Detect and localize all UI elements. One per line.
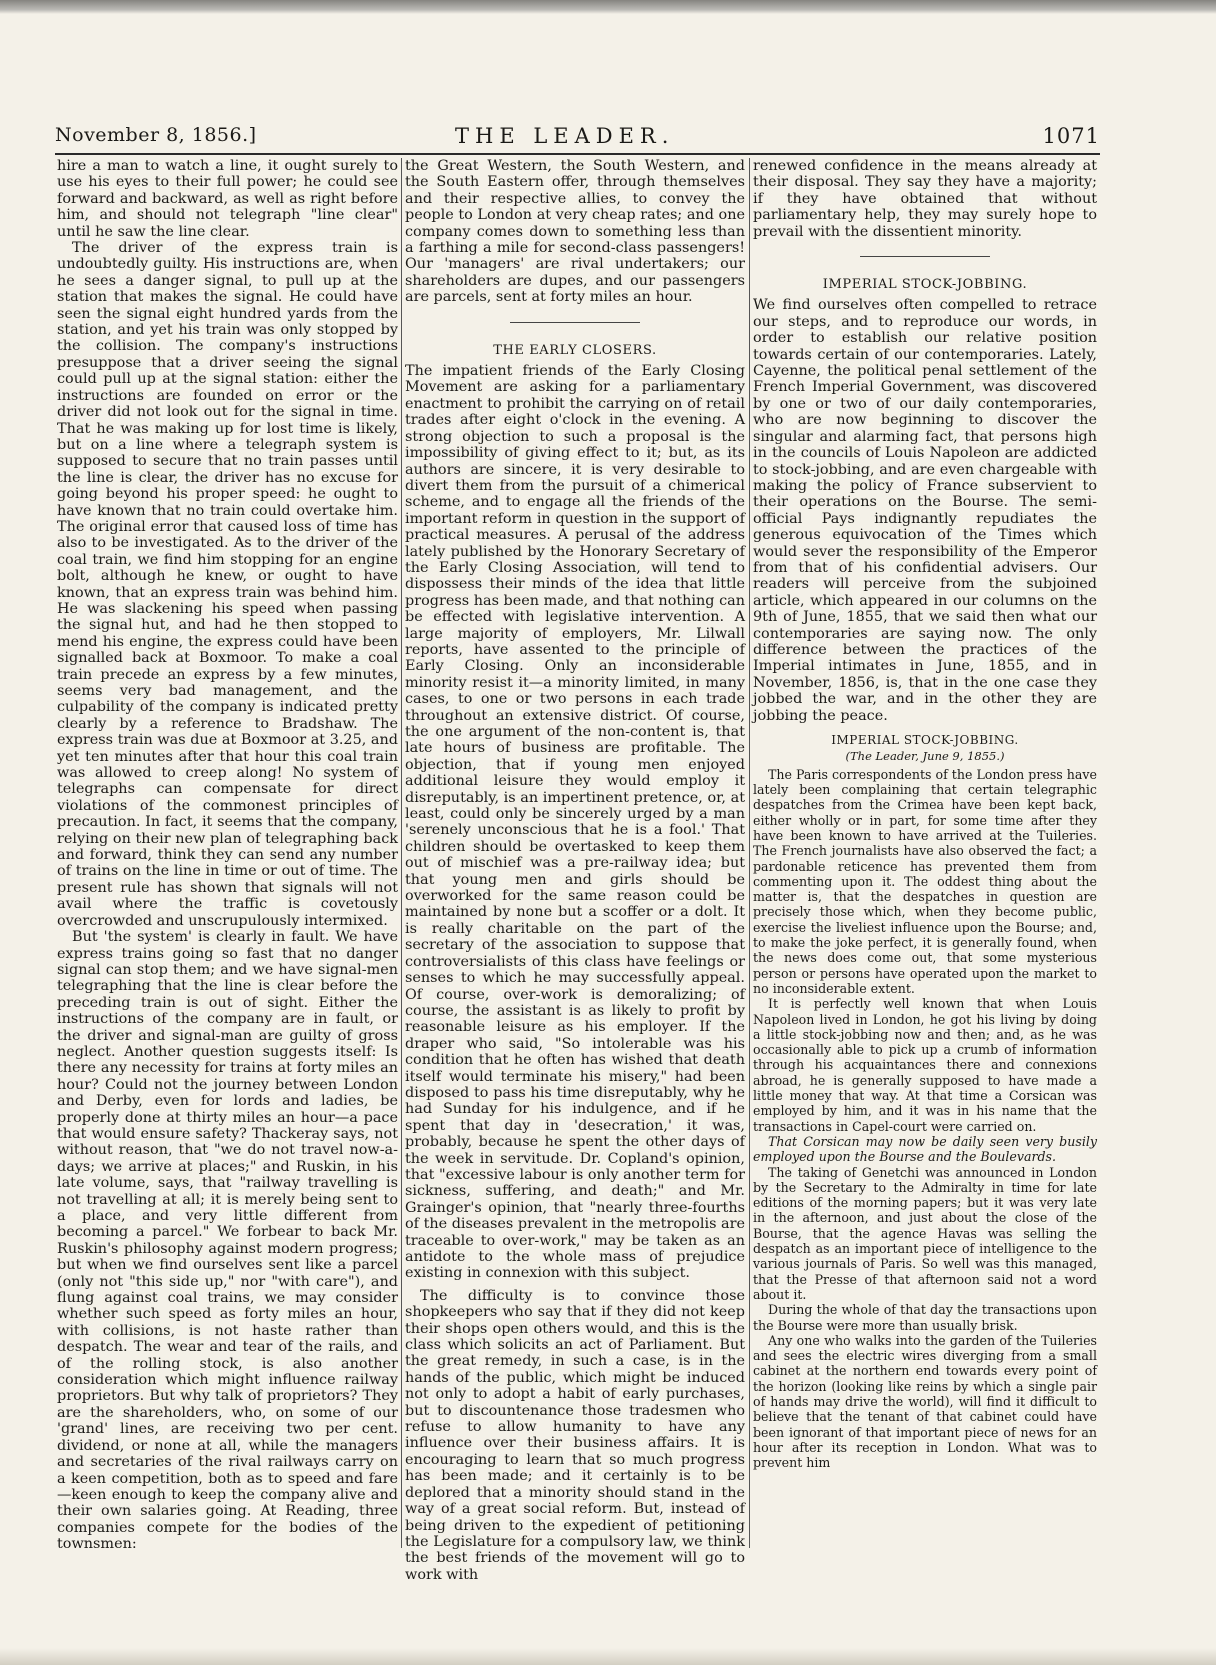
col3-paragraph-7: During the whole of that day the transactions upon the Bourse were more than usually brisk. — [753, 1302, 1097, 1333]
column-divider-1 — [401, 158, 402, 1548]
col3-paragraph-8: Any one who walks into the garden of the Tuileries and sees the electric wires diverging from a small cabinet at the northern end towards every point of the horizon (looking like reins by which a single pair of hands may drive the world), will find it difficult to believe that the tenant of that cabinet could have been ignorant of that important piece of news for an hour after its reception in London. What was to prevent him — [753, 1332, 1097, 1471]
col3-paragraph-6: The taking of Genetchi was announced in London by the Secretary to the Admiralty in time for late editions of the morning papers; but it was very late in the afternoon, and just about the close of the Bourse, that the agence Havas was selling the despatch as an important piece of intelligence to the various journals of Paris. So well was this managed, that the Presse of that afternoon said not a word about it. — [753, 1164, 1097, 1302]
early-closers-heading: THE EARLY CLOSERS. — [493, 342, 657, 358]
col3-paragraph-1: renewed confidence in the means already at their disposal. They say they have a majority; if they have obtained that without parliamentary help, they may surely hope to prevail with the dissentient minority. — [753, 158, 1097, 240]
column-1 — [57, 158, 398, 1553]
col3-paragraph-3: The Paris correspondents of the London press have lately been complaining that certain telegraphic despatches from the Crimea have been kept back, either wholly or in part, for some time after they have been known to have arrived at the Tuileries. The French journalists have also observed the fact; a pardonable reticence has prevented them from commenting upon it. The oddest thing about the matter is, that the despatches in question are precisely those which, when they become public, exercise the liveliest influence upon the Bourse; and, to make the joke perfect, it is generally found, when the news does come out, that some mysterious person or persons have operated upon the market to no inconsiderable extent. — [753, 766, 1097, 996]
col1-paragraph-2: The driver of the express train is undoubtedly guilty. His instructions are, when he sees a danger signal, to pull up at the station that makes the signal. He could have seen the signal eight hundred yards from the station, and yet his train was only stopped by the collision. The company's instructions presuppose that a driver seeing the signal could pull up at the signal station: either the instructions are founded on error or the driver did not look out for the signal in time. That he was making up for lost time is likely, but on a line where a telegraph system is supposed to secure that no train passes until the line is clear, the driver has no excuse for going beyond his proper speed: he ought to have known that no train could overtake him. The original error that caused loss of time has also to be investigated. As to the driver of the coal train, we find him stopping for an engine bolt, although he knew, or ought to have known, that an express train was behind him. He was slackening his speed when passing the signal hut, and had he then stopped to mend his engine, the express could have been signalled back at Boxmoor. To make a coal train precede an express by a few minutes, seems very bad management, and the culpability of the company is indicated pretty clearly by a reference to Bradshaw. The express train was due at Boxmoor at 3.25, and yet ten minutes after that hour this coal train was allowed to creep along! No system of telegraphs can compensate for direct violations of the commonest principles of precaution. In fact, it seems that the company, relying on their new plan of telegraphing back and forward, think they can send any number of trains on the line in time or out of time. The present rule has shown that signals will not avail where the traffic is covetously overcrowded and unscrupulously intermixed. — [57, 240, 398, 929]
page-number: 1071 — [1042, 124, 1100, 148]
column-2 — [405, 158, 746, 1583]
col2-paragraph-3: The difficulty is to convince those shopkeepers who say that if they did not keep their shops open others would, and this is the class which solicits an act of Parliament. But the great remedy, in such a case, is in the hands of the public, which might be induced not only to adopt a habit of early purchases, but to discountenance those tradesmen who refuse to allow humanity to have any influence over their business affairs. It is encouraging to learn that so much progress has been made; and it certainly is to be deplored that a minority should stand in the way of a great social reform. But, instead of being driven to the expedient of petitioning the Legislature for a compulsory law, we think the best friends of the movement will go to work with — [405, 1287, 745, 1583]
col2-paragraph-1: the Great Western, the South Western, and the South Eastern offer, through themselves and their respective allies, to convey the people to London at very cheap rates; and one company comes down to something less than a farthing a mile for second-class passengers! Our 'managers' are rival undertakers; our shareholders are dupes, and our passengers are parcels, sent at forty miles an hour. — [405, 158, 745, 306]
page-header — [55, 124, 1100, 154]
col3-paragraph-2: We find ourselves often compelled to retrace our steps, and to reproduce our words, in order to establish our relative position towards certain of our contemporaries. Lately, Cayenne, the political penal settlement of the French Imperial Government, was discovered by one or two of our daily contemporaries, who are now beginning to discover the singular and alarming fact, that persons high in the councils of Louis Napoleon are addicted to stock-jobbing, and are even chargeable with making the policy of France subservient to their operations on the Bourse. The semi-official Pays indignantly repudiates the generous equivocation of the Times which would sever the responsibility of the Emperor from that of his confidential advisers. Our readers will perceive from the subjoined article, which appeared in our columns on the 9th of June, 1855, that we said then what our contemporaries are saying now. The only difference between the practices of the Imperial intimates in June, 1855, and in November, 1856, is, that in the one case they jobbed the war, and in the other they are jobbing the peace. — [753, 297, 1097, 724]
header-date: November 8, 1856.] — [55, 124, 257, 146]
stock-jobbing-heading: IMPERIAL STOCK-JOBBING. — [822, 277, 1028, 293]
top-edge-shading — [0, 0, 1216, 14]
col3-paragraph-5: That Corsican may now be daily seen very busily employed upon the Bourse and the Boulevards. — [753, 1133, 1097, 1165]
col2-paragraph-2: The impatient friends of the Early Closing Movement are asking for a parliamentary enactment to prohibit the carrying on of retail trades after eight o'clock in the evening. A strong objection to such a proposal is the impossibility of giving effect to it; but, as its authors are sincere, it is very desirable to divert them from the pursuit of a chimerical scheme, and to engage all the friends of the important reform in question in the support of practical measures. A perusal of the address lately published by the Honorary Secretary of the Early Closing Association, will tend to dispossess their minds of the idea that little progress has been made, and that nothing can be effected with legislative intervention. A large majority of employers, Mr. Lilwall reports, have assented to the principle of Early Closing. Only an inconsiderable minority resist it—a minority limited, in many cases, to one or two persons in each trade throughout an extensive district. Of course, the one argument of the non-content is, that late hours of business are profitable. The objection, that if young men enjoyed additional leisure they would employ it disreputably, is an impertinent pretence, or, at least, could only be sincerely urged by a man 'serenely unconscious that he is a fool.' That children should be overtasked to keep them out of mischief was a pre-railway idea; but that young men and girls should be overworked for the same reason could be maintained by none but a scoffer or a dolt. It is really charitable on the part of the secretary of the association to suppose that controversialists of this class have feelings or senses to which he may successfully appeal. Of course, over-work is demoralizing; of course, the assistant is as likely to profit by reasonable leisure as his employer. If the draper who said, "So intolerable was his condition that he often has wished that death itself would terminate his misery," had been disposed to pass his time disreputably, why he had Sunday for his indulgence, and if he spent that day in 'desecration,' it was, probably, because he spent the other days of the week in servitude. Dr. Copland's opinion, that "excessive labour is only another term for sickness, suffering, and death;" and Mr. Grainger's opinion, that "nearly three-fourths of the diseases prevalent in the metropolis are traceable to over-work," may be taken as an antidote to the whole mass of prejudice existing in connexion with this subject. — [405, 363, 746, 1282]
column-divider-2 — [749, 158, 750, 1548]
section-separator — [510, 322, 640, 323]
col1-paragraph-3: But 'the system' is clearly in fault. We have express trains going so fast that no danger signal can stop them; and we have signal-men telegraphing that the line is clear before the preceding train is out of sight. Either the instructions of the company are in fault, or the driver and signal-man are guilty of gross neglect. Another question suggests itself: Is there any necessity for trains at forty miles an hour? Could not the journey between London and Derby, even for lords and ladies, be properly done at thirty miles an hour—a pace that would ensure safety? Thackeray says, not without reason, that "we do not travel now-a-days; we arrive at places;" and Ruskin, in his late volume, says, that "railway travelling is not travelling at all; it is merely being sent to a place, and very little different from becoming a parcel." We forbear to back Mr. Ruskin's philosophy against modern progress; but when we find ourselves sent like a parcel (only not "this side up," nor "with care"), and flung against coal trains, we may consider whether such speed as forty miles an hour, with collisions, is not haste rather than despatch. The wear and tear of the rails, and of the rolling stock, is also another consideration which might influence railway proprietors. But why talk of proprietors? They are the shareholders, who, on some of our 'grand' lines, are receiving two per cent. dividend, or none at all, while the managers and secretaries of the rival railways carry on a keen competition, both as to speed and fare—keen enough to keep the company alive and their own salaries going. At Reading, three companies compete for the bodies of the townsmen: — [57, 929, 398, 1553]
reprint-dateline: (The Leader, June 9, 1855.) — [845, 749, 1005, 764]
column-3 — [753, 158, 1097, 1548]
newspaper-title: THE LEADER. — [455, 124, 675, 148]
bottom-edge-shading — [0, 1648, 1216, 1665]
col1-paragraph-1: hire a man to watch a line, it ought surely to use his eyes to their full power; he could see forward and backward, as well as right before him, and should not telegraph "line clear" until he saw the line clear. — [57, 158, 398, 240]
reprint-subheading: IMPERIAL STOCK-JOBBING. — [831, 733, 1019, 747]
header-rule — [55, 153, 1100, 155]
col3-paragraph-4: It is perfectly well known that when Louis Napoleon lived in London, he got his living by doing a little stock-jobbing now and then; and, as he was occasionally able to pick up a crumb of information through his acquaintances there and connexions abroad, he is generally supposed to have made a little money that way. At that time a Corsican was employed by him, and it was in his name that the transactions in Capel-court were carried on. — [753, 996, 1097, 1134]
section-separator — [860, 256, 990, 257]
